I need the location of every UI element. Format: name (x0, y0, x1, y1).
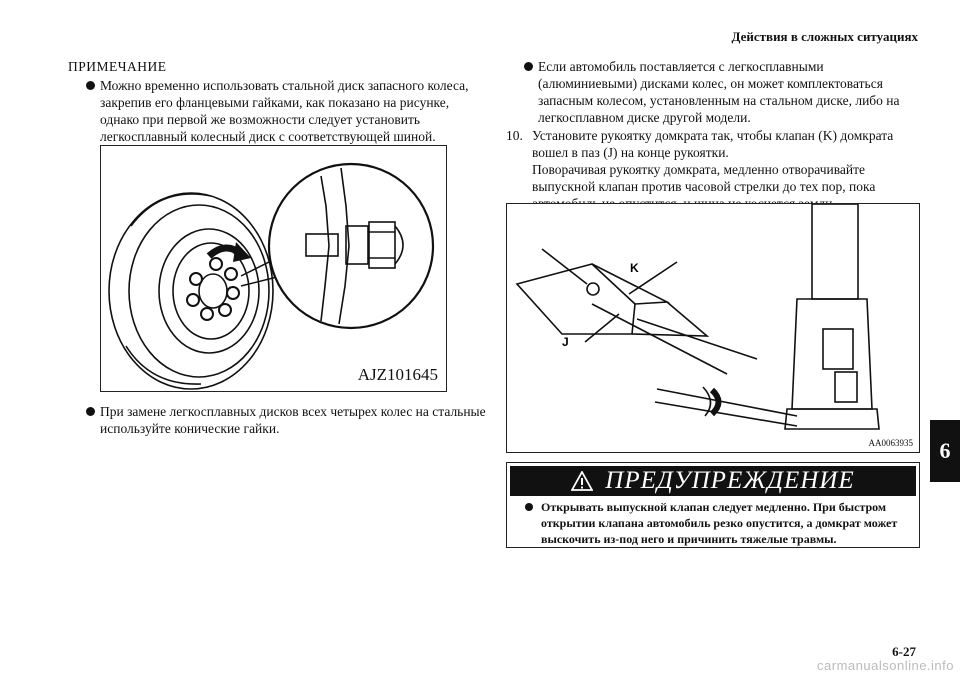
warning-title: ПРЕДУПРЕЖДЕНИЕ (605, 467, 855, 494)
warning-header-bar (510, 466, 916, 496)
figure-code-left: AJZ101645 (357, 365, 438, 384)
note-bullet (68, 77, 480, 145)
step-text-2: Поворачивая рукоятку домкрата, медленно отворачивайте выпускной клапан против часовой стрелки до тех пор, пока (532, 162, 876, 194)
steel-wheel-bullet (68, 403, 512, 437)
bullet-dot-icon (524, 62, 533, 71)
bullet-dot-icon (525, 503, 533, 511)
alloy-bullet (506, 58, 918, 126)
note-bullet-text: Можно временно использовать стальной диск запасного колеса, закрепив его фланцевыми гайками, как показано на рисунке, однако при первой же возможности следует установить легкосплавный колесный диск с соответствующей шиной. (100, 78, 469, 144)
right-column (506, 58, 918, 212)
warning-text: Открывать выпускной клапан следует медленно. При быстром открытии клапана автомобиль резко опустится, а домкрат может выскочить из-под него и причинить тяжелые травмы. (541, 500, 898, 546)
wheel-figure (100, 145, 447, 392)
step-10 (506, 127, 918, 212)
step-number: 10. (506, 128, 523, 143)
watermark: carmanualsonline.info (817, 658, 954, 673)
bullet-dot-icon (86, 407, 95, 416)
left-column (68, 58, 480, 145)
jack-illustration (507, 204, 919, 452)
steel-wheel-bullet-text: При замене легкосплавных дисков всех четырех колес на стальные используйте конические гайки. (100, 404, 486, 436)
note-heading: ПРИМЕЧАНИЕ (68, 59, 167, 74)
bullet-dot-icon (86, 81, 95, 90)
page-number: 6-27 (892, 644, 916, 659)
step-text-1: Установите рукоятку домкрата так, чтобы клапан (K) домкрата вошел в паз (J) на конце рукоятки. (532, 128, 894, 160)
jack-figure (506, 203, 920, 453)
chapter-tab: 6 (930, 420, 960, 482)
warning-bullet (507, 499, 905, 547)
figure-code-right: AA0063935 (868, 438, 913, 448)
valve-label-k: K (630, 261, 639, 275)
warning-box (506, 462, 920, 548)
page-header-title: Действия в сложных ситуациях (731, 29, 918, 44)
wheel-nut-illustration (101, 146, 446, 391)
slot-label-j: J (562, 335, 569, 349)
alloy-bullet-text: Если автомобиль поставляется с легкосплавными (алюминиевыми) дисками колес, он может комплектоваться запасным колесом, установленным на стальном диске, либо на легкосплавном диске другой модели. (538, 59, 900, 125)
warning-triangle-icon (571, 471, 593, 491)
